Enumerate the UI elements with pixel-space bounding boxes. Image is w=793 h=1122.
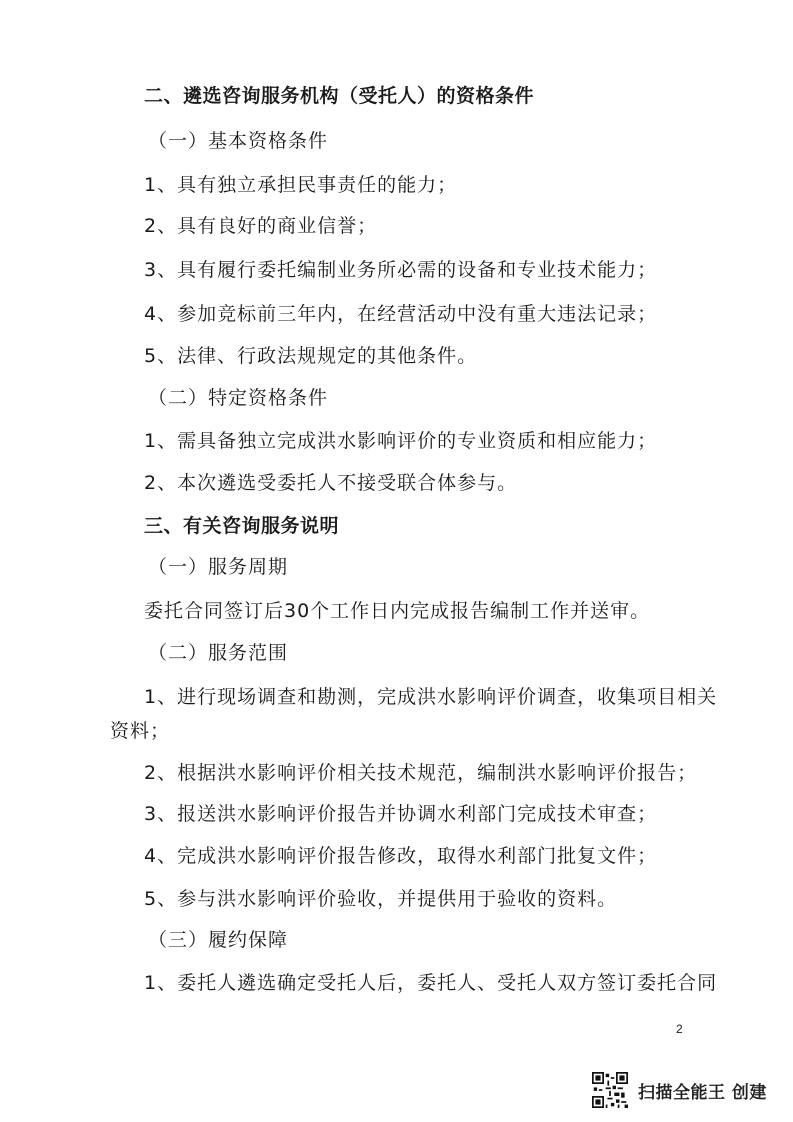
subsection-heading: （二）特定资格条件 xyxy=(148,387,329,409)
paragraph-line: 1、具有独立承担民事责任的能力； xyxy=(144,174,458,196)
paragraph-line: 5、法律、行政法规规定的其他条件。 xyxy=(144,345,478,367)
paragraph-line: 2、根据洪水影响评价相关技术规范，编制洪水影响评价报告； xyxy=(144,762,698,784)
paragraph-line: 4、参加竞标前三年内，在经营活动中没有重大违法记录； xyxy=(144,303,658,325)
scanner-watermark xyxy=(592,1068,772,1112)
paragraph-line: 2、具有良好的商业信誉； xyxy=(144,215,378,237)
paragraph-line: 1、委托人遴选确定受托人后，委托人、受托人双方签订委托合同 xyxy=(144,972,718,994)
paragraph-line: 委托合同签订后30个工作日内完成报告编制工作并送审。 xyxy=(144,600,651,622)
paragraph-line: 2、本次遴选受委托人不接受联合体参与。 xyxy=(144,472,518,494)
subsection-heading: （一）基本资格条件 xyxy=(148,130,329,152)
page-number: 2 xyxy=(676,1022,683,1036)
paragraph-line: 资料； xyxy=(110,720,171,742)
paragraph-line: 4、完成洪水影响评价报告修改，取得水利部门批复文件； xyxy=(144,845,658,867)
qr-code-icon xyxy=(592,1072,628,1108)
paragraph-line: 1、需具备独立完成洪水影响评价的专业资质和相应能力； xyxy=(144,430,658,452)
paragraph-line: 1、进行现场调查和勘测，完成洪水影响评价调查，收集项目相关 xyxy=(144,686,718,708)
subsection-heading: （二）服务范围 xyxy=(148,642,289,664)
subsection-heading: （三）履约保障 xyxy=(148,929,289,951)
paragraph-line: 3、具有履行委托编制业务所必需的设备和专业技术能力； xyxy=(144,259,658,281)
subsection-heading: （一）服务周期 xyxy=(148,556,289,578)
watermark-text: 扫描全能王 创建 xyxy=(638,1082,767,1103)
section-heading: 三、有关咨询服务说明 xyxy=(144,515,340,537)
section-heading: 二、遴选咨询服务机构（受托人）的资格条件 xyxy=(144,85,535,107)
paragraph-line: 3、报送洪水影响评价报告并协调水利部门完成技术审查； xyxy=(144,803,658,825)
paragraph-line: 5、参与洪水影响评价验收，并提供用于验收的资料。 xyxy=(144,888,618,910)
